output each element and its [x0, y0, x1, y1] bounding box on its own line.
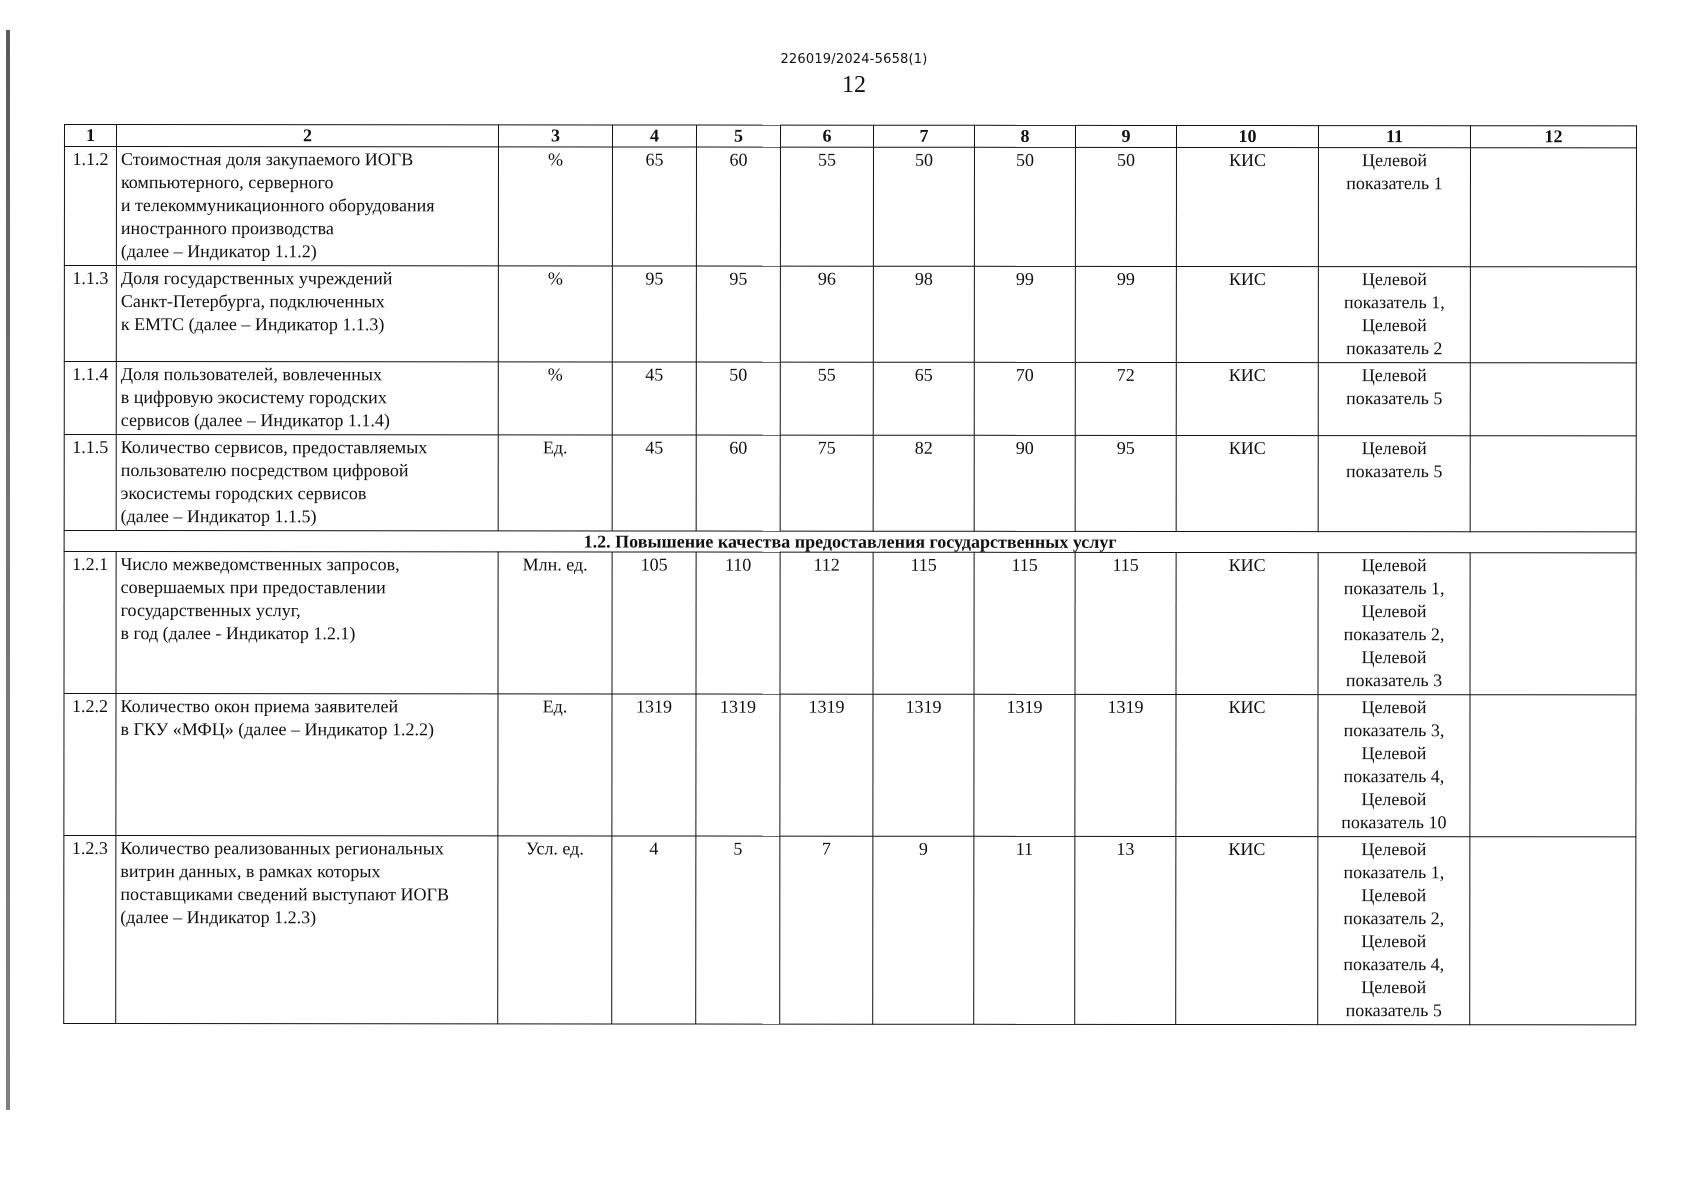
table-row	[64, 552, 1636, 695]
indicator-name: Количество сервисов, предоставляемых пользователю посредством цифровой экосистемы городских сервисов (далее – Индикатор 1.1.5)	[116, 435, 498, 531]
table-row	[64, 694, 1636, 837]
section-heading: 1.2. Повышение качества предоставления государственных услуг	[64, 531, 1636, 553]
unit-of-measure: Ед.	[498, 435, 612, 531]
target-indicator-link: Целевой показатель 3, Целевой показатель 4, Целевой показатель 10	[1318, 695, 1470, 837]
note-cell	[1470, 837, 1636, 1025]
value-col-7: 115	[873, 552, 974, 694]
value-col-6: 55	[780, 362, 873, 435]
value-col-7: 9	[873, 836, 974, 1024]
section-heading-row	[64, 531, 1636, 553]
column-header: 2	[116, 125, 498, 147]
column-header: 12	[1470, 126, 1636, 148]
value-col-4: 105	[612, 552, 696, 694]
column-header: 7	[873, 125, 974, 147]
value-col-9: 115	[1075, 552, 1176, 694]
value-col-9: 99	[1075, 266, 1176, 362]
value-col-8: 90	[974, 435, 1075, 531]
value-col-7: 65	[873, 362, 974, 435]
value-col-5: 95	[696, 266, 780, 362]
unit-of-measure: %	[498, 362, 612, 435]
indicator-name: Количество окон приема заявителей в ГКУ «МФЦ» (далее – Индикатор 1.2.2)	[116, 694, 498, 836]
value-col-6: 96	[780, 266, 873, 362]
value-col-6: 7	[780, 836, 873, 1024]
value-col-9: 50	[1075, 147, 1176, 266]
document-registration-number: 226019/2024-5658(1)	[780, 52, 928, 67]
indicator-name: Количество реализованных региональных витрин данных, в рамках которых поставщиками сведений выступают ИОГВ (далее – Индикатор 1.2.3)	[116, 836, 498, 1024]
indicators-table	[63, 124, 1637, 1025]
data-source: КИС	[1176, 362, 1318, 435]
value-col-7: 98	[873, 266, 974, 362]
target-indicator-link: Целевой показатель 5	[1318, 363, 1470, 436]
value-col-6: 112	[780, 552, 873, 694]
value-col-8: 115	[974, 552, 1075, 694]
unit-of-measure: Усл. ед.	[498, 836, 612, 1024]
indicator-name: Доля государственных учреждений Санкт-Петербурга, подключенных к ЕМТС (далее – Индикатор 1.1.3)	[116, 266, 498, 362]
table-row	[64, 266, 1636, 363]
value-col-7: 82	[873, 435, 974, 531]
unit-of-measure: Ед.	[498, 694, 612, 836]
value-col-7: 50	[873, 147, 974, 266]
note-cell	[1470, 436, 1636, 532]
value-col-6: 75	[780, 435, 873, 531]
value-col-9: 72	[1075, 362, 1176, 435]
scan-edge-artifact	[6, 30, 10, 1110]
indicator-code: 1.2.1	[64, 552, 116, 694]
target-indicator-link: Целевой показатель 1, Целевой показатель 2	[1318, 267, 1470, 363]
unit-of-measure: Млн. ед.	[498, 552, 612, 694]
value-col-6: 55	[780, 147, 873, 266]
column-numbers-row	[64, 125, 1636, 148]
data-source: КИС	[1176, 435, 1318, 531]
column-header: 8	[974, 125, 1075, 147]
indicator-code: 1.1.3	[64, 266, 116, 362]
value-col-5: 1319	[696, 694, 780, 836]
target-indicator-link: Целевой показатель 1, Целевой показатель 2, Целевой показатель 4, Целевой показатель 5	[1318, 837, 1470, 1025]
unit-of-measure: %	[498, 147, 612, 266]
value-col-4: 4	[612, 836, 696, 1024]
value-col-8: 99	[974, 266, 1075, 362]
page-number: 12	[842, 72, 866, 98]
value-col-9: 1319	[1075, 694, 1176, 836]
column-header: 10	[1176, 125, 1318, 147]
data-source: КИС	[1176, 266, 1318, 362]
table-row	[64, 435, 1636, 532]
value-col-8: 70	[974, 362, 1075, 435]
value-col-4: 95	[612, 266, 696, 362]
indicator-code: 1.1.4	[64, 362, 116, 435]
target-indicator-link: Целевой показатель 1	[1318, 148, 1470, 267]
data-source: КИС	[1176, 694, 1318, 836]
value-col-4: 65	[612, 147, 696, 266]
indicator-name: Доля пользователей, вовлеченных в цифровую экосистему городских сервисов (далее – Индикатор 1.1.4)	[116, 362, 498, 435]
column-header: 5	[696, 125, 780, 147]
indicator-name: Число межведомственных запросов, совершаемых при предоставлении государственных услуг, в год (далее - Индикатор 1.2.1)	[116, 552, 498, 694]
unit-of-measure: %	[498, 266, 612, 362]
data-source: КИС	[1176, 552, 1318, 694]
value-col-4: 45	[612, 435, 696, 531]
value-col-9: 95	[1075, 435, 1176, 531]
indicator-name: Стоимостная доля закупаемого ИОГВ компьютерного, серверного и телекоммуникационного оборудования иностранного производства (далее – Индикатор 1.1.2)	[116, 147, 498, 266]
value-col-9: 13	[1075, 836, 1176, 1024]
column-header: 3	[498, 125, 612, 147]
note-cell	[1470, 553, 1636, 695]
value-col-8: 50	[974, 147, 1075, 266]
value-col-8: 11	[974, 836, 1075, 1024]
note-cell	[1470, 363, 1636, 436]
note-cell	[1470, 267, 1636, 363]
column-header: 1	[64, 125, 116, 147]
note-cell	[1470, 148, 1636, 267]
indicator-code: 1.2.3	[64, 836, 116, 1024]
value-col-4: 1319	[612, 694, 696, 836]
target-indicator-link: Целевой показатель 1, Целевой показатель 2, Целевой показатель 3	[1318, 553, 1470, 695]
value-col-5: 5	[696, 836, 780, 1024]
value-col-5: 50	[696, 362, 780, 435]
column-header: 6	[780, 125, 873, 147]
table-row	[64, 147, 1636, 267]
data-source: КИС	[1176, 836, 1318, 1024]
data-source: КИС	[1176, 147, 1318, 266]
column-header: 4	[612, 125, 696, 147]
indicator-code: 1.1.5	[64, 435, 116, 531]
indicator-code: 1.1.2	[64, 147, 116, 266]
value-col-5: 60	[696, 435, 780, 531]
table-row	[64, 836, 1636, 1025]
value-col-5: 110	[696, 552, 780, 694]
note-cell	[1470, 695, 1636, 837]
value-col-4: 45	[612, 362, 696, 435]
table-row	[64, 362, 1636, 436]
value-col-5: 60	[696, 147, 780, 266]
value-col-7: 1319	[873, 694, 974, 836]
target-indicator-link: Целевой показатель 5	[1318, 436, 1470, 532]
column-header: 11	[1318, 126, 1470, 148]
indicator-code: 1.2.2	[64, 694, 116, 836]
value-col-8: 1319	[974, 694, 1075, 836]
column-header: 9	[1075, 125, 1176, 147]
value-col-6: 1319	[780, 694, 873, 836]
